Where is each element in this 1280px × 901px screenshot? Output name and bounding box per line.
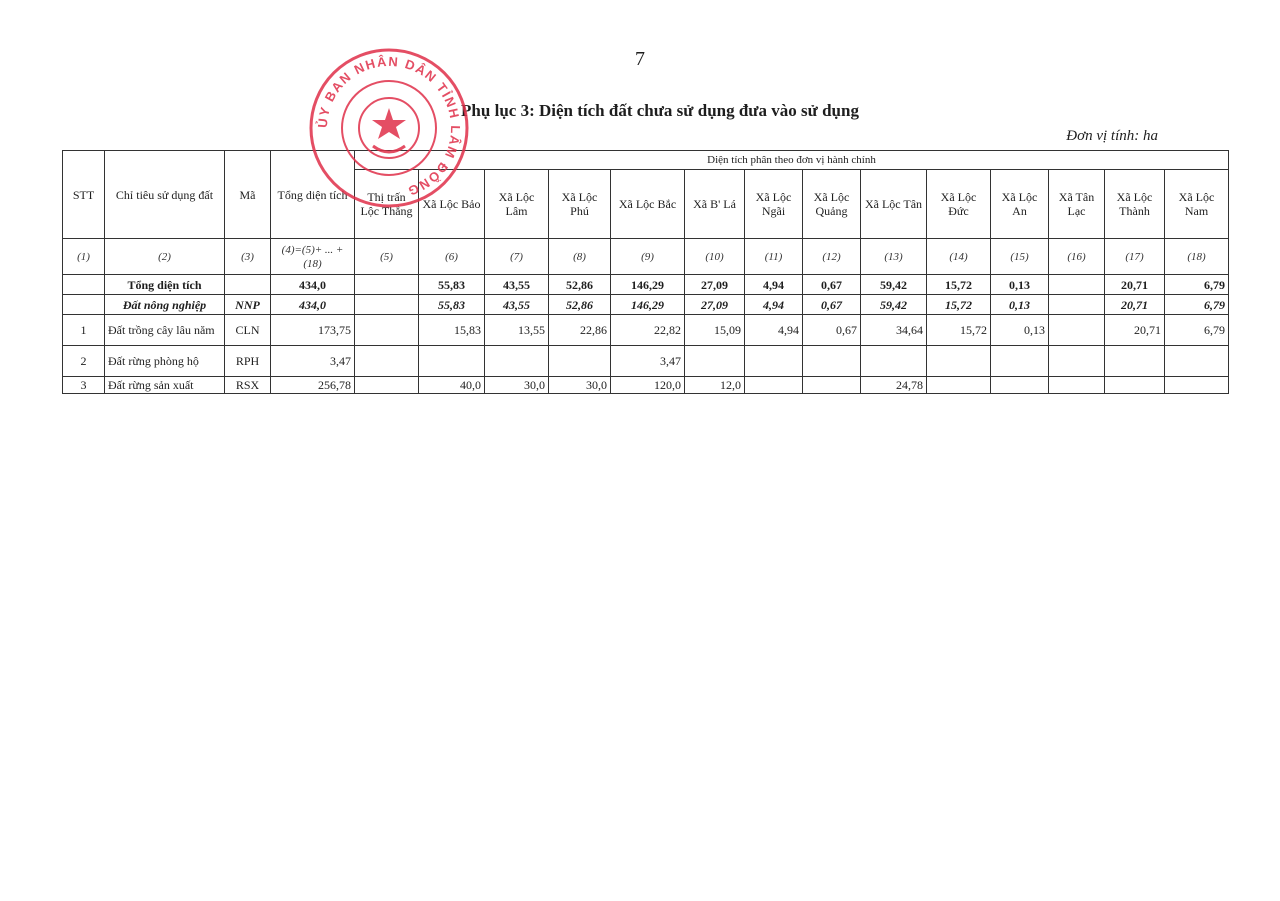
header-indicator: Chỉ tiêu sử dụng đất — [105, 151, 225, 239]
column-index: (13) — [861, 239, 927, 275]
unit-note: Đơn vị tính: ha — [1066, 128, 1158, 144]
column-index: (5) — [355, 239, 419, 275]
value-cell: 146,29 — [611, 295, 685, 315]
value-cell: 12,0 — [685, 377, 745, 394]
header-unit: Xã B' Lá — [685, 170, 745, 239]
code-cell — [225, 275, 271, 295]
header-unit: Xã Tân Lạc — [1049, 170, 1105, 239]
header-stt: STT — [63, 151, 105, 239]
value-cell — [861, 346, 927, 377]
value-cell: 27,09 — [685, 295, 745, 315]
header-unit: Xã Lộc Quảng — [803, 170, 861, 239]
value-cell — [1049, 275, 1105, 295]
header-admin-units-group: Diện tích phân theo đơn vị hành chính — [355, 151, 1229, 170]
land-area-table — [62, 150, 1229, 394]
page-number: 7 — [635, 48, 645, 70]
seal-star-icon — [372, 108, 406, 139]
seal-graphic — [311, 50, 467, 206]
code-cell: RSX — [225, 377, 271, 394]
code-cell: RPH — [225, 346, 271, 377]
value-cell: 20,71 — [1105, 295, 1165, 315]
value-cell: 52,86 — [549, 295, 611, 315]
column-index: (9) — [611, 239, 685, 275]
total-cell: 434,0 — [271, 295, 355, 315]
value-cell: 15,72 — [927, 275, 991, 295]
value-cell: 0,13 — [991, 295, 1049, 315]
total-cell: 3,47 — [271, 346, 355, 377]
value-cell: 15,83 — [419, 315, 485, 346]
value-cell — [549, 346, 611, 377]
value-cell — [1049, 315, 1105, 346]
value-cell — [745, 377, 803, 394]
value-cell — [355, 346, 419, 377]
value-cell — [1049, 346, 1105, 377]
value-cell — [485, 346, 549, 377]
value-cell — [991, 346, 1049, 377]
value-cell: 22,86 — [549, 315, 611, 346]
value-cell — [1049, 295, 1105, 315]
code-cell: NNP — [225, 295, 271, 315]
column-index: (11) — [745, 239, 803, 275]
value-cell — [1105, 377, 1165, 394]
appendix-title: Phụ lục 3: Diện tích đất chưa sử dụng đưa vào sử dụng — [461, 101, 859, 120]
value-cell: 0,13 — [991, 275, 1049, 295]
table-row — [63, 377, 1229, 394]
value-cell: 6,79 — [1165, 295, 1229, 315]
column-index: (4)=(5)+ ... + (18) — [271, 239, 355, 275]
value-cell: 146,29 — [611, 275, 685, 295]
value-cell: 59,42 — [861, 275, 927, 295]
column-index: (6) — [419, 239, 485, 275]
column-index: (2) — [105, 239, 225, 275]
column-index: (15) — [991, 239, 1049, 275]
value-cell: 30,0 — [549, 377, 611, 394]
value-cell: 0,13 — [991, 315, 1049, 346]
value-cell: 55,83 — [419, 295, 485, 315]
column-index-row — [63, 239, 1229, 275]
official-seal-stamp — [307, 46, 471, 210]
value-cell — [685, 346, 745, 377]
value-cell — [745, 346, 803, 377]
header-unit: Xã Lộc Tân — [861, 170, 927, 239]
value-cell — [927, 346, 991, 377]
value-cell: 43,55 — [485, 295, 549, 315]
column-index: (16) — [1049, 239, 1105, 275]
value-cell: 20,71 — [1105, 275, 1165, 295]
total-cell: 173,75 — [271, 315, 355, 346]
value-cell: 34,64 — [861, 315, 927, 346]
value-cell: 24,78 — [861, 377, 927, 394]
stt-cell: 1 — [63, 315, 105, 346]
header-unit: Xã Lộc Thành — [1105, 170, 1165, 239]
value-cell — [991, 377, 1049, 394]
value-cell — [1049, 377, 1105, 394]
value-cell — [803, 346, 861, 377]
column-index: (14) — [927, 239, 991, 275]
value-cell: 52,86 — [549, 275, 611, 295]
column-index: (17) — [1105, 239, 1165, 275]
value-cell: 22,82 — [611, 315, 685, 346]
value-cell — [419, 346, 485, 377]
header-unit: Xã Lộc Ngãi — [745, 170, 803, 239]
value-cell: 120,0 — [611, 377, 685, 394]
column-index: (7) — [485, 239, 549, 275]
value-cell: 3,47 — [611, 346, 685, 377]
value-cell — [1165, 377, 1229, 394]
value-cell: 0,67 — [803, 275, 861, 295]
table-row-total — [63, 275, 1229, 295]
header-unit: Thị trấn Lộc Thắng — [355, 170, 419, 239]
value-cell: 40,0 — [419, 377, 485, 394]
column-index: (10) — [685, 239, 745, 275]
stt-cell: 3 — [63, 377, 105, 394]
value-cell: 55,83 — [419, 275, 485, 295]
indicator-cell: Tổng diện tích — [105, 275, 225, 295]
value-cell — [1105, 346, 1165, 377]
header-unit: Xã Lộc Nam — [1165, 170, 1229, 239]
stt-cell — [63, 295, 105, 315]
header-total: Tổng diện tích — [271, 151, 355, 239]
value-cell — [355, 275, 419, 295]
value-cell: 30,0 — [485, 377, 549, 394]
stt-cell — [63, 275, 105, 295]
code-cell: CLN — [225, 315, 271, 346]
value-cell — [355, 377, 419, 394]
indicator-cell: Đất nông nghiệp — [105, 295, 225, 315]
header-unit: Xã Lộc An — [991, 170, 1049, 239]
value-cell: 15,09 — [685, 315, 745, 346]
indicator-cell: Đất rừng phòng hộ — [105, 346, 225, 377]
indicator-cell: Đất trồng cây lâu năm — [105, 315, 225, 346]
value-cell — [355, 315, 419, 346]
value-cell — [927, 377, 991, 394]
total-cell: 256,78 — [271, 377, 355, 394]
column-index: (1) — [63, 239, 105, 275]
total-cell: 434,0 — [271, 275, 355, 295]
column-index: (3) — [225, 239, 271, 275]
seal-text: ỦY BAN NHÂN DÂN TỈNH LÂM ĐỒNG — [314, 53, 464, 200]
seal-gear-icon — [373, 146, 405, 152]
value-cell — [355, 295, 419, 315]
value-cell: 15,72 — [927, 295, 991, 315]
value-cell: 59,42 — [861, 295, 927, 315]
header-unit: Xã Lộc Đức — [927, 170, 991, 239]
value-cell: 0,67 — [803, 315, 861, 346]
header-code: Mã — [225, 151, 271, 239]
value-cell — [1165, 346, 1229, 377]
value-cell: 6,79 — [1165, 275, 1229, 295]
value-cell: 4,94 — [745, 315, 803, 346]
value-cell — [803, 377, 861, 394]
header-unit: Xã Lộc Bắc — [611, 170, 685, 239]
header-unit: Xã Lộc Bảo — [419, 170, 485, 239]
header-unit: Xã Lộc Phú — [549, 170, 611, 239]
column-index: (8) — [549, 239, 611, 275]
value-cell: 6,79 — [1165, 315, 1229, 346]
table-row — [63, 346, 1229, 377]
value-cell: 43,55 — [485, 275, 549, 295]
column-index: (18) — [1165, 239, 1229, 275]
value-cell: 0,67 — [803, 295, 861, 315]
header-unit: Xã Lộc Lâm — [485, 170, 549, 239]
table-row — [63, 315, 1229, 346]
value-cell: 4,94 — [745, 275, 803, 295]
value-cell: 20,71 — [1105, 315, 1165, 346]
value-cell: 4,94 — [745, 295, 803, 315]
indicator-cell: Đất rừng sản xuất — [105, 377, 225, 394]
value-cell: 13,55 — [485, 315, 549, 346]
table-row-agricultural-land — [63, 295, 1229, 315]
value-cell: 27,09 — [685, 275, 745, 295]
column-index: (12) — [803, 239, 861, 275]
stt-cell: 2 — [63, 346, 105, 377]
value-cell: 15,72 — [927, 315, 991, 346]
